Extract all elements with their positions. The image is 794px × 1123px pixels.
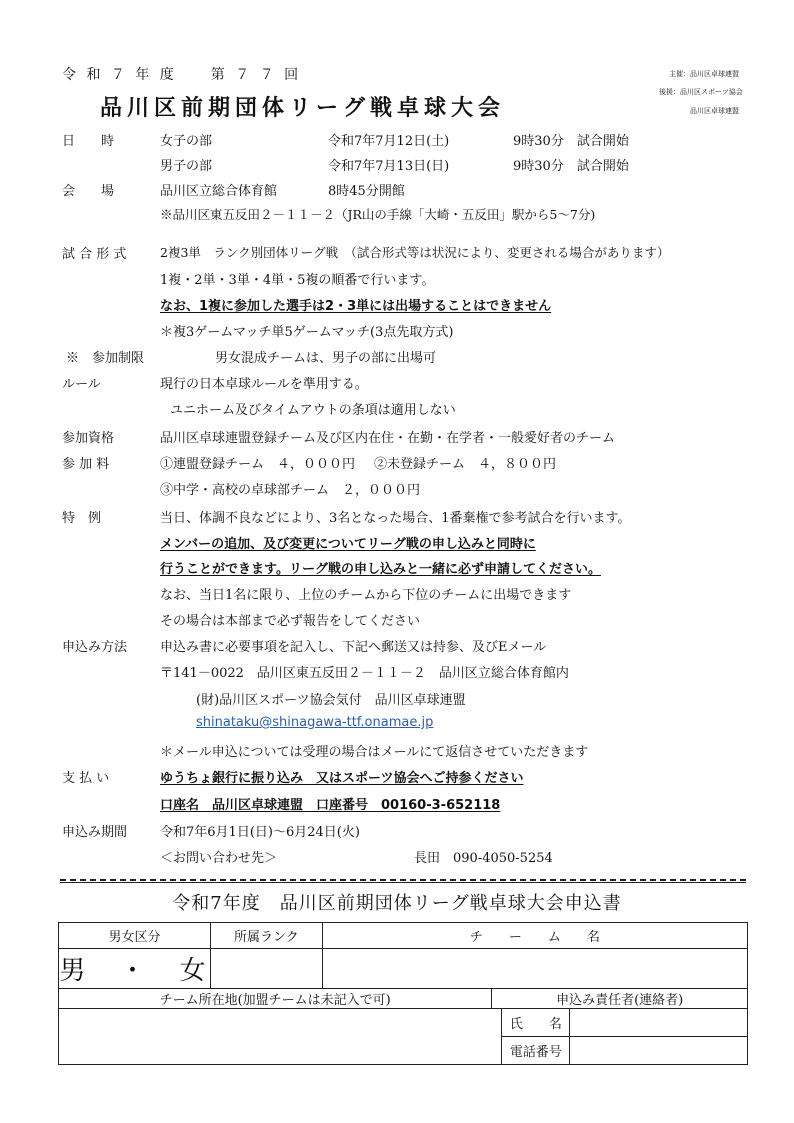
qualification-label: 参加資格: [62, 431, 115, 446]
limit-label: ※ 参加制限: [66, 351, 145, 366]
special-line-2: メンバーの追加、及び変更についてリーグ戦の申し込みと同時に: [160, 537, 536, 552]
women-time: 9時30分 試合開始: [513, 134, 629, 149]
phone-field[interactable]: [570, 1037, 748, 1065]
venue-open: 8時45分開館: [328, 184, 405, 199]
fee-label: 参 加 料: [62, 457, 110, 472]
cut-line: [60, 879, 746, 881]
gender-choice[interactable]: 男 ・ 女: [59, 949, 211, 989]
page-title: 品川区前期団体リーグ戦卓球大会: [100, 96, 506, 121]
limit-text: 男女混成チームは、男子の部に出場可: [215, 351, 437, 366]
apply-label: 申込み方法: [62, 640, 128, 655]
apply-recipient: (財)品川区スポーツ協会気付 品川区卓球連盟: [196, 693, 466, 708]
responsible-header: 申込み責任者(連絡者): [492, 989, 748, 1009]
special-line-1: 当日、体調不良などにより、3名となった場合、1番棄権で参考試合を行います。: [160, 511, 631, 526]
cooperation: 品川区卓球連盟: [690, 107, 739, 115]
rule-line-1: 現行の日本卓球ルールを準用する。: [160, 377, 368, 392]
cut-line-underline: [60, 882, 746, 883]
venue-address: ※品川区東五反田２－１１－２（JR山の手線「大崎・五反田」駅から5～7分): [160, 207, 596, 222]
format-line-3: なお、1複に参加した選手は2・3単には出場することはできません: [160, 299, 552, 314]
rule-line-2: ユニホーム及びタイムアウトの条項は適用しない: [170, 403, 456, 418]
rule-label: ルール: [62, 377, 101, 392]
venue-label: 会 場: [62, 184, 115, 199]
fee-unregistered: ②未登録チーム ４，８００円: [374, 457, 557, 472]
venue-name: 品川区立総合体育館: [160, 184, 278, 199]
gender-header: 男女区分: [59, 923, 211, 949]
team-name-field[interactable]: [322, 949, 747, 989]
contact-value: 長田 090-4050-5254: [414, 851, 553, 866]
rank-field[interactable]: [210, 949, 322, 989]
form-title: 令和7年度 品川区前期団体リーグ戦卓球大会申込書: [172, 893, 622, 914]
date-label: 日 時: [62, 134, 115, 149]
format-line-4: ＊複3ゲームマッチ単5ゲームマッチ(3点先取方式): [160, 325, 454, 340]
payment-label: 支 払 い: [62, 771, 110, 786]
period-text: 令和7年6月1日(日)～6月24日(火): [160, 825, 360, 840]
apply-email-link[interactable]: shinataku@shinagawa-ttf.onamae.jp: [196, 715, 434, 730]
fee-school: ③中学・高校の卓球部チーム ２，０００円: [160, 483, 421, 498]
edition-line: 令 和 ７ 年 度 第 ７ ７ 回: [62, 67, 302, 83]
qualification-text: 品川区卓球連盟登録チーム及び区内在住・在勤・在学者・一般愛好者のチーム: [160, 431, 616, 446]
apply-line-1: 申込み書に必要事項を記入し、下記へ郵送又は持参、及びEメール: [160, 640, 547, 655]
special-line-3: 行うことができます。リーグ戦の申し込みと一緒に必ず申請してください。: [160, 562, 601, 577]
special-line-5: その場合は本部まで必ず報告をしてください: [160, 614, 421, 629]
apply-address: 〒141－0022 品川区東五反田２－１１－２ 品川区立総合体育館内: [160, 666, 569, 681]
fee-registered: ①連盟登録チーム ４，０００円: [160, 457, 356, 472]
apply-note: ＊メール申込については受理の場合はメールにて返信させていただきます: [160, 745, 589, 760]
contact-label: ＜お問い合わせ先＞: [160, 851, 278, 866]
format-line-1: 2複3単 ランク別団体リーグ戦 （試合形式等は状況により、変更される場合があります）: [160, 245, 670, 260]
location-field[interactable]: [59, 1009, 502, 1065]
phone-label: 電話番号: [502, 1037, 570, 1065]
location-header: チーム所在地(加盟チームは未記入で可): [59, 989, 492, 1009]
period-label: 申込み期間: [62, 825, 128, 840]
supporter: 後援：品川区スポーツ協会: [659, 88, 743, 96]
men-time: 9時30分 試合開始: [513, 159, 629, 174]
name-field[interactable]: [570, 1009, 748, 1037]
application-form: [58, 922, 748, 1065]
payment-method: ゆうちょ銀行に振り込み 又はスポーツ協会へご持参ください: [160, 771, 524, 786]
payment-account: 口座名 品川区卓球連盟 口座番号 00160-3-652118: [160, 798, 501, 813]
special-label: 特 例: [62, 511, 102, 526]
name-label: 氏 名: [502, 1009, 570, 1037]
women-date: 令和7年7月12日(土): [328, 134, 450, 149]
organizer: 主催：品川区卓球連盟: [669, 70, 739, 78]
format-line-2: 1複・2単・3単・4単・5複の順番で行います。: [160, 273, 435, 288]
women-division: 女子の部: [160, 134, 213, 149]
format-label: 試 合 形 式: [62, 247, 127, 262]
special-line-4: なお、当日1名に限り、上位のチームから下位のチームに出場できます: [160, 588, 572, 603]
men-date: 令和7年7月13日(日): [328, 159, 450, 174]
men-division: 男子の部: [160, 159, 213, 174]
team-name-header: チ ー ム 名: [322, 923, 747, 949]
rank-header: 所属ランク: [210, 923, 322, 949]
